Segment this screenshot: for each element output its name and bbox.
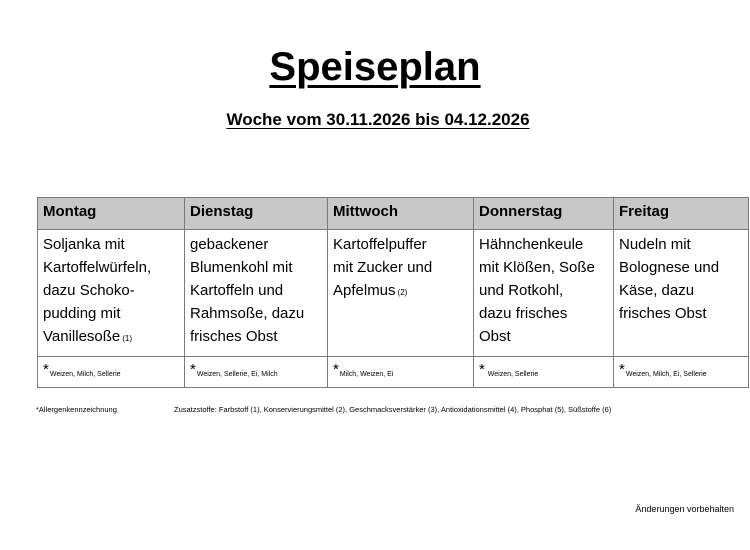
allergen-row [38,357,749,388]
meal-plan-table [37,197,749,388]
allergen-list: Milch, Weizen, Ei [339,370,394,378]
allergen-cell-thursday [474,357,614,388]
meal-line: Obst [479,328,511,345]
changes-reserved-note: Änderungen vorbehalten [635,504,734,514]
additive-footnote: (2) [397,288,408,297]
additive-footnote: (1) [122,334,133,343]
weekday-header: Freitag [614,198,749,230]
allergen-asterisk: * [479,360,485,378]
allergen-list: Weizen, Sellerie, Ei, Milch [196,370,278,378]
meal-line: frisches Obst [619,305,707,322]
meal-line: Nudeln mit [619,236,691,253]
allergen-cell-tuesday [185,357,328,388]
meal-line: mit Zucker und [333,259,433,276]
meal-line: Hähnchenkeule [479,236,584,253]
allergen-cell-monday [38,357,185,388]
meal-cell-wednesday [328,230,474,357]
meal-line: Kartoffeln und [190,282,284,299]
meal-line: pudding mit [43,305,121,322]
meal-line: Apfelmus [333,282,396,299]
meal-line: gebackener [190,236,269,253]
allergen-asterisk: * [333,360,339,378]
meal-line: dazu Schoko- [43,282,135,299]
meal-line: mit Klößen, Soße [479,259,595,276]
meal-cell-tuesday [185,230,328,357]
meal-line: und Rotkohl, [479,282,564,299]
allergen-cell-friday [614,357,749,388]
meal-line: Kartoffelpuffer [333,236,427,253]
weekday-header: Donnerstag [474,198,614,230]
meal-cell-monday [38,230,185,357]
meal-line: Blumenkohl mit [190,259,293,276]
meal-line: Vanillesoße [43,328,121,345]
meal-line: Käse, dazu [619,282,695,299]
meal-line: Bolognese und [619,259,720,276]
meal-cell-thursday [474,230,614,357]
meal-line: Rahmsoße, dazu [190,305,305,322]
allergen-asterisk: * [43,360,49,378]
week-range-subtitle: Woche vom 30.11.2026 bis 04.12.2026 [226,110,530,129]
allergen-cell-wednesday [328,357,474,388]
meal-line: Kartoffelwürfeln, [43,259,152,276]
allergen-list: Weizen, Milch, Sellerie [49,370,121,378]
weekday-header: Montag [38,198,185,230]
meal-line: Soljanka mit [43,236,125,253]
meal-line: frisches Obst [190,328,278,345]
allergen-list: Weizen, Sellerie [487,370,539,378]
meal-row [38,230,749,357]
allergen-list: Weizen, Milch, Ei, Sellerie [625,370,707,378]
meal-cell-friday [614,230,749,357]
weekday-header: Mittwoch [328,198,474,230]
additives-legend: Zusatzstoffe: Farbstoff (1), Konservierungsmittel (2), Geschmacksverstärker (3), Antioxidationsmittel (4), Phosphat (5), Süßstoffe (6) [174,405,612,414]
allergen-legend: *Allergenkennzeichnung [36,405,117,414]
weekday-header: Dienstag [185,198,328,230]
meal-line: dazu frisches [479,305,568,322]
allergen-asterisk: * [190,360,196,378]
page-title: Speiseplan [269,45,481,89]
weekday-header-row [38,198,749,230]
allergen-asterisk: * [619,360,625,378]
